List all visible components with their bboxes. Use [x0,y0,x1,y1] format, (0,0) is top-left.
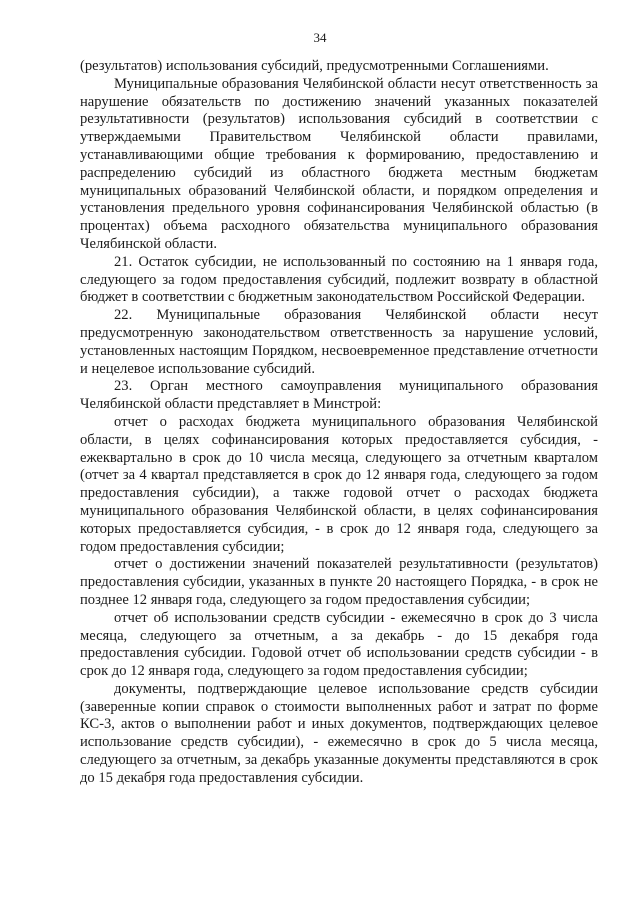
paragraph-supporting-documents: документы, подтверждающие целевое использование средств субсидии (заверенные копии справок о стоимости выполненных работ и затрат по форме КС-3, актов о выполнении работ и иных документов, подтверждающих целевое использование средств субсидии), - ежемесячно в срок до 5 числа месяца, следующего за отчетным, за декабрь указанные документы представляются в срок до 15 декабря года предоставления субсидии. [80,680,598,786]
paragraph-item-23: 23. Орган местного самоуправления муниципального образования Челябинской области представляет в Минстрой: [80,378,598,413]
paragraph-municipal-responsibility: Муниципальные образования Челябинской области несут ответственность за нарушение обязательств по достижению значений указанных показателей результативности (результатов) использования субсидий в соответствии с утверждаемыми Правительством Челябинской области правилами, устанавливающими общие требования к формированию, предоставлению и распределению субсидий из областного бюджета местным бюджетам муниципальных образований Челябинской области, и порядком определения и установления предельного уровня софинансирования Челябинской областью (в процентах) объема расходного обязательства муниципального образования Челябинской области. [80,75,598,252]
paragraph-usage-report: отчет об использовании средств субсидии - ежемесячно в срок до 3 числа месяца, следующего за отчетным, а за декабрь - до 15 декабря года предоставления субсидии. Годовой отчет об использовании средств субсидии - в срок до 12 января года, следующего за годом предоставления субсидии; [80,609,598,680]
paragraph-continuation: (результатов) использования субсидий, предусмотренными Соглашениями. [80,58,549,74]
paragraph-item-22: 22. Муниципальные образования Челябинской области несут предусмотренную законодательством ответственность за нарушение условий, установленных настоящим Порядком, несвоевременное представление отчетности и нецелевое использование субсидий. [80,307,598,377]
paragraph-expense-report: отчет о расходах бюджета муниципального образования Челябинской области, в целях софинансирования которых предоставляется субсидия, - ежеквартально в срок до 10 числа месяца, следующего за отчетным кварталом (отчет за 4 квартал представляется в срок до 12 января года, следующего за годом предоставления субсидии), а также годовой отчет о расходах бюджета муниципального образования Челябинской области, в целях софинансирования которых предоставляется субсидия, - в срок до 12 января года, следующего за годом предоставления субсидии; [80,413,598,555]
paragraph-performance-report: отчет о достижении значений показателей результативности (результатов) предоставления субсидии, указанных в пункте 20 настоящего Порядка, - в срок не позднее 12 января года, следующего за годом предоставления субсидии; [80,556,598,608]
page-number: 34 [313,30,327,45]
paragraph-item-21: 21. Остаток субсидии, не использованный по состоянию на 1 января года, следующего за годом предоставления субсидий, подлежит возврату в областной бюджет в соответствии с бюджетным законодательством Российской Федерации. [80,253,598,306]
document-body [80,58,598,788]
